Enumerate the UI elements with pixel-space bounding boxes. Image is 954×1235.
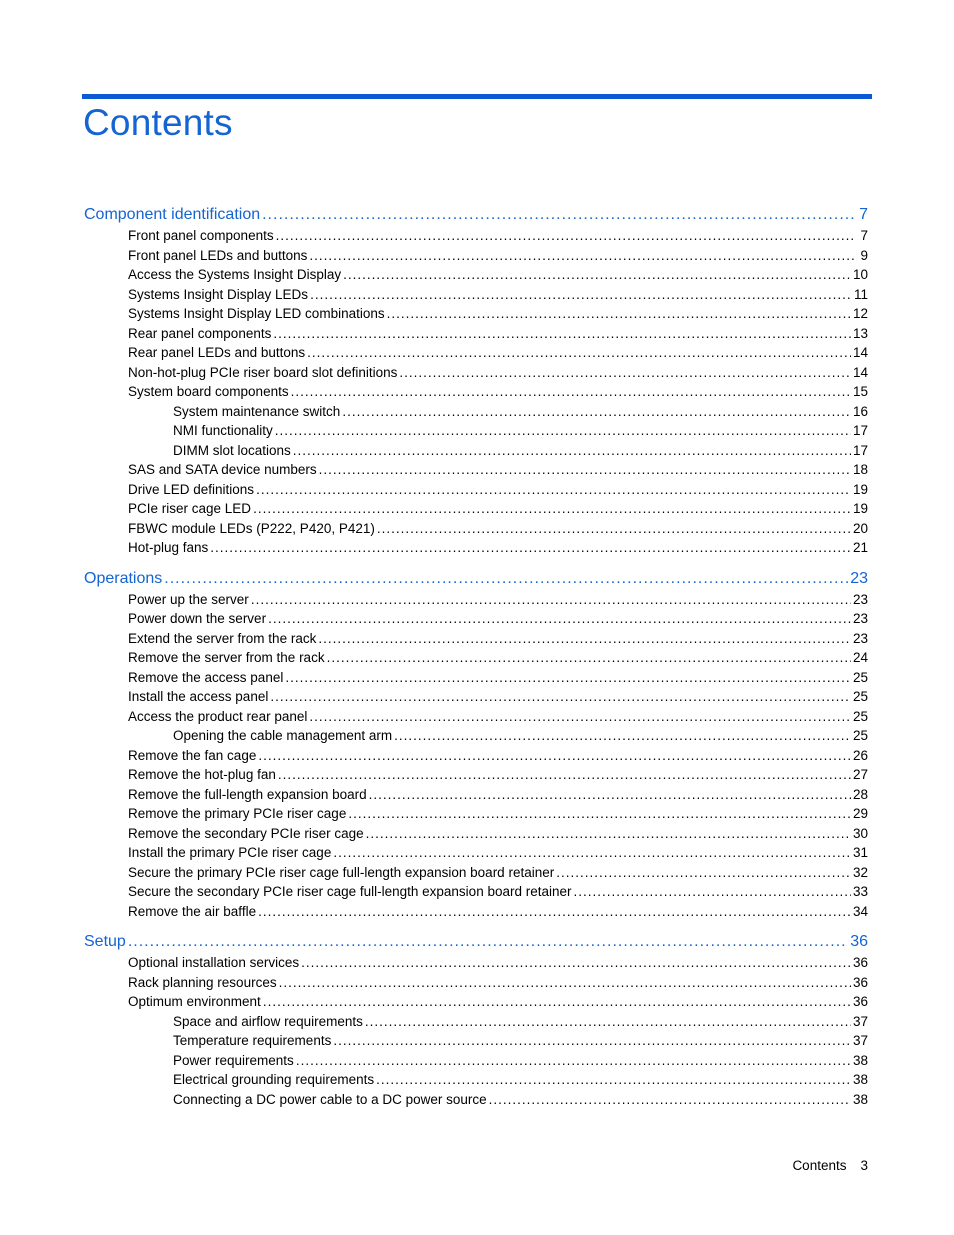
dot-leader [268, 609, 851, 629]
toc-entry-page: 9 [860, 247, 868, 263]
toc-entry-label: Connecting a DC power cable to a DC power source [173, 1091, 487, 1107]
toc-entry[interactable] [0, 629, 954, 649]
toc-entry[interactable] [0, 687, 954, 707]
toc-entry[interactable] [0, 824, 954, 844]
section-spacer [0, 921, 954, 931]
toc-entry-page: 38 [852, 1091, 868, 1107]
toc-entry-label: Remove the access panel [128, 669, 284, 685]
dot-leader [296, 1051, 851, 1071]
toc-entry[interactable] [0, 1051, 954, 1071]
toc-section-heading[interactable] [0, 204, 954, 226]
toc-entry-label: Rear panel LEDs and buttons [128, 345, 306, 360]
toc-entry-page: 20 [852, 520, 868, 536]
toc-entry[interactable] [0, 246, 954, 266]
toc-entry[interactable] [0, 746, 954, 766]
toc-entry[interactable] [0, 1090, 954, 1110]
toc-entry-page: 38 [852, 1052, 868, 1068]
toc-entry[interactable] [0, 765, 954, 785]
table-of-contents [0, 204, 954, 1109]
toc-section-label: Setup [84, 933, 126, 950]
toc-entry-page: 15 [852, 384, 868, 399]
toc-entry[interactable] [0, 1070, 954, 1090]
toc-entry[interactable] [0, 668, 954, 688]
dot-leader [556, 863, 851, 883]
toc-entry[interactable] [0, 1031, 954, 1051]
toc-entry-label: Remove the full-length expansion board [128, 786, 367, 802]
dot-leader [348, 804, 851, 824]
dot-leader [394, 726, 851, 746]
dot-leader [387, 304, 851, 324]
toc-entry-page: 10 [852, 267, 868, 282]
toc-entry-page: 12 [852, 306, 868, 321]
toc-entry-label: Install the access panel [128, 689, 269, 704]
toc-entry-label: Electrical grounding requirements [173, 1072, 375, 1087]
toc-entry-label: Remove the air baffle [128, 903, 257, 919]
dot-leader [399, 363, 851, 383]
toc-entry-page: 25 [852, 689, 868, 704]
toc-entry-page: 23 [852, 611, 868, 626]
toc-section [0, 204, 954, 558]
toc-entry-label: Remove the fan cage [128, 747, 257, 763]
dot-leader [293, 441, 851, 461]
toc-section [0, 568, 954, 922]
toc-entry-label: NMI functionality [173, 423, 273, 438]
toc-entry[interactable] [0, 480, 954, 500]
toc-entry[interactable] [0, 441, 954, 461]
toc-entry-page: 34 [852, 903, 868, 919]
toc-entry-page: 21 [852, 540, 868, 555]
toc-section-page: 36 [850, 933, 868, 950]
toc-entry-label: FBWC module LEDs (P222, P420, P421) [128, 520, 375, 536]
toc-entry-page: 19 [852, 501, 868, 516]
toc-entry-page: 32 [852, 864, 868, 880]
dot-leader [258, 902, 851, 922]
toc-entry-page: 36 [852, 974, 868, 990]
toc-entry[interactable] [0, 499, 954, 519]
toc-entry[interactable] [0, 538, 954, 558]
toc-entry-page: 25 [852, 708, 868, 724]
toc-entry-page: 16 [852, 403, 868, 419]
toc-entry-label: Secure the primary PCIe riser cage full-length expansion board retainer [128, 864, 555, 880]
dot-leader [210, 538, 851, 558]
toc-entry-page: 27 [852, 767, 868, 782]
toc-entry-label: Power down the server [128, 611, 267, 626]
toc-entry-label: Remove the server from the rack [128, 650, 325, 665]
dot-leader [128, 931, 848, 953]
dot-leader [377, 519, 851, 539]
toc-entry-page: 38 [852, 1072, 868, 1087]
toc-entry-label: Remove the hot-plug fan [128, 767, 276, 782]
toc-entry-label: Access the Systems Insight Display [128, 267, 342, 282]
dot-leader [333, 843, 851, 863]
toc-entry-label: Extend the server from the rack [128, 630, 317, 646]
toc-entry-label: Opening the cable management arm [173, 728, 393, 743]
toc-entry-label: Temperature requirements [173, 1033, 332, 1048]
dot-leader [376, 1070, 851, 1090]
toc-entry[interactable] [0, 421, 954, 441]
dot-leader [301, 953, 851, 973]
toc-entry[interactable] [0, 1012, 954, 1032]
toc-entry[interactable] [0, 863, 954, 883]
toc-entry-page: 14 [852, 345, 868, 360]
toc-entry-label: Access the product rear panel [128, 708, 308, 724]
toc-entry-page: 33 [852, 884, 868, 899]
toc-entry-page: 23 [852, 630, 868, 646]
dot-leader [291, 382, 851, 402]
toc-entry-page: 23 [852, 591, 868, 607]
footer-label: Contents [792, 1158, 847, 1173]
toc-entry-page: 11 [853, 286, 868, 302]
toc-entry[interactable] [0, 902, 954, 922]
toc-entry-page: 30 [852, 825, 868, 841]
toc-entry-label: Power requirements [173, 1052, 294, 1068]
toc-entry[interactable] [0, 707, 954, 727]
dot-leader [343, 265, 851, 285]
toc-entry[interactable] [0, 265, 954, 285]
toc-entry-label: Systems Insight Display LED combinations [128, 306, 385, 321]
toc-entry-page: 14 [852, 364, 868, 380]
page-title: Contents [83, 102, 233, 143]
toc-entry-label: Optional installation services [128, 955, 300, 970]
dot-leader [342, 402, 851, 422]
toc-entry[interactable] [0, 226, 954, 246]
dot-leader [365, 1012, 851, 1032]
dot-leader [164, 568, 848, 590]
toc-entry-page: 17 [852, 423, 868, 438]
toc-entry[interactable] [0, 402, 954, 422]
toc-entry-label: System board components [128, 384, 289, 399]
toc-entry[interactable] [0, 882, 954, 902]
page-footer [792, 1158, 868, 1173]
toc-entry-label: Secure the secondary PCIe riser cage full-length expansion board retainer [128, 884, 572, 899]
dot-leader [270, 687, 851, 707]
toc-entry[interactable] [0, 648, 954, 668]
dot-leader [309, 246, 856, 266]
dot-leader [307, 343, 851, 363]
dot-leader [309, 707, 851, 727]
dot-leader [278, 765, 851, 785]
dot-leader [333, 1031, 851, 1051]
dot-leader [574, 882, 851, 902]
toc-entry[interactable] [0, 382, 954, 402]
toc-section-page: 7 [859, 206, 868, 223]
toc-entry[interactable] [0, 726, 954, 746]
toc-section-label: Component identification [84, 206, 261, 223]
dot-leader [253, 499, 851, 519]
toc-entry[interactable] [0, 343, 954, 363]
dot-leader [279, 973, 851, 993]
dot-leader [262, 204, 856, 226]
toc-entry-label: Remove the primary PCIe riser cage [128, 806, 347, 821]
toc-entry-page: 13 [852, 325, 868, 341]
toc-entry-label: Space and airflow requirements [173, 1013, 363, 1029]
dot-leader [327, 648, 851, 668]
toc-entry[interactable] [0, 324, 954, 344]
toc-entry-page: 25 [852, 669, 868, 685]
toc-section-page: 23 [850, 569, 868, 587]
toc-entry-page: 37 [852, 1013, 868, 1029]
toc-entry-page: 17 [852, 442, 868, 458]
section-spacer [0, 558, 954, 568]
toc-entry[interactable] [0, 992, 954, 1012]
toc-entry-label: DIMM slot locations [173, 442, 291, 458]
toc-section-heading[interactable] [0, 568, 954, 590]
toc-entry-page: 7 [860, 228, 868, 243]
toc-entry[interactable] [0, 843, 954, 863]
dot-leader [276, 226, 856, 246]
title-rule [82, 94, 872, 99]
toc-entry-label: System maintenance switch [173, 403, 341, 419]
toc-entry-label: PCIe riser cage LED [128, 501, 252, 516]
toc-entry-label: Rear panel components [128, 325, 272, 341]
toc-entry-page: 25 [852, 728, 868, 743]
dot-leader [258, 746, 851, 766]
toc-entry-page: 19 [852, 481, 868, 497]
toc-entry[interactable] [0, 609, 954, 629]
toc-entry-page: 26 [852, 747, 868, 763]
toc-entry-label: Front panel components [128, 228, 274, 243]
toc-entry[interactable] [0, 304, 954, 324]
dot-leader [318, 629, 851, 649]
toc-entry[interactable] [0, 460, 954, 480]
toc-section-label: Operations [84, 569, 163, 587]
dot-leader [285, 668, 851, 688]
toc-entry-label: Optimum environment [128, 994, 261, 1009]
dot-leader [319, 460, 851, 480]
dot-leader [489, 1090, 851, 1110]
toc-entry[interactable] [0, 590, 954, 610]
dot-leader [369, 785, 851, 805]
toc-entry[interactable] [0, 363, 954, 383]
toc-entry-page: 36 [852, 994, 868, 1009]
toc-section-heading[interactable] [0, 931, 954, 953]
toc-entry-page: 36 [852, 955, 868, 970]
toc-entry-page: 28 [852, 786, 868, 802]
toc-entry-label: Install the primary PCIe riser cage [128, 845, 332, 860]
dot-leader [273, 324, 851, 344]
toc-entry[interactable] [0, 804, 954, 824]
dot-leader [251, 590, 851, 610]
toc-entry-label: Front panel LEDs and buttons [128, 247, 308, 263]
toc-section [0, 931, 954, 1109]
toc-entry-page: 37 [852, 1033, 868, 1048]
toc-entry[interactable] [0, 785, 954, 805]
toc-entry-label: SAS and SATA device numbers [128, 462, 317, 477]
toc-entry-label: Systems Insight Display LEDs [128, 286, 309, 302]
footer-page-number: 3 [860, 1158, 868, 1173]
dot-leader [263, 992, 851, 1012]
toc-entry[interactable] [0, 285, 954, 305]
toc-entry[interactable] [0, 953, 954, 973]
toc-entry-label: Non-hot-plug PCIe riser board slot definitions [128, 364, 398, 380]
toc-entry-label: Rack planning resources [128, 974, 277, 990]
toc-entry-label: Remove the secondary PCIe riser cage [128, 825, 364, 841]
toc-entry-page: 18 [852, 462, 868, 477]
toc-entry-label: Drive LED definitions [128, 481, 255, 497]
toc-entry-page: 24 [852, 650, 868, 665]
toc-entry-page: 29 [852, 806, 868, 821]
toc-entry-page: 31 [852, 845, 868, 860]
toc-entry-label: Hot-plug fans [128, 540, 209, 555]
toc-entry-label: Power up the server [128, 591, 249, 607]
toc-entry[interactable] [0, 519, 954, 539]
dot-leader [256, 480, 851, 500]
toc-entry[interactable] [0, 973, 954, 993]
dot-leader [366, 824, 851, 844]
dot-leader [310, 285, 852, 305]
dot-leader [275, 421, 851, 441]
